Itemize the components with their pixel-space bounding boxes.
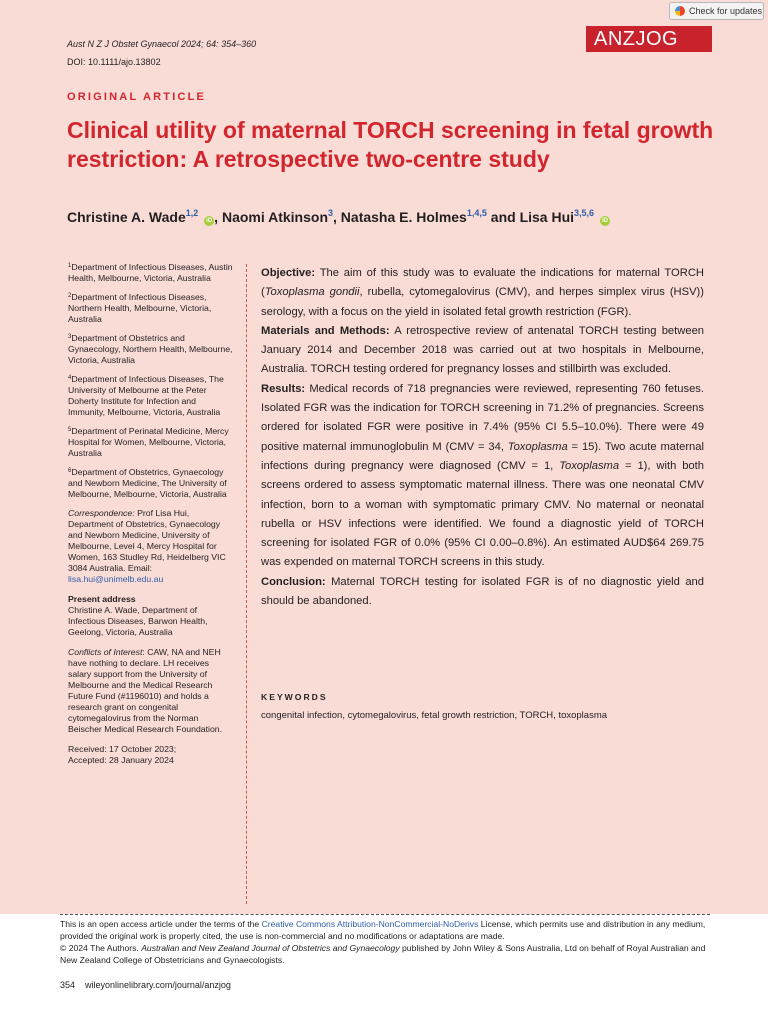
affiliation: $^2$Department of Infectious Diseases, Northern Health, Melbourne, Victoria, Australia [68, 292, 212, 324]
email-label: Email: [127, 563, 153, 573]
affiliation: $^6$Department of Obstetrics, Gynaecology and Newborn Medicine, The University of Melbourne, Melbourne, Victoria, Australia [68, 467, 227, 499]
article-dates [68, 744, 233, 766]
conflicts-of-interest: Conflicts of Interest: CAW, NA and NEH have nothing to declare. LH receives salary support from the University of Melbourne and the Medical Research Future Fund (#1196010) and holds a research grant on congenital cytomegalovirus from the Norman Beischer Medical Research Foundation. [68, 647, 223, 734]
affiliation: $^5$Department of Perinatal Medicine, Mercy Hospital for Women, Melbourne, Victoria, Australia [68, 426, 229, 458]
affiliation: $^3$Department of Obstetrics and Gynaecology, Northern Health, Melbourne, Victoria, Australia [68, 333, 233, 365]
received-date: Received: 17 October 2023; [68, 744, 177, 754]
email-link[interactable]: lisa.hui@unimelb.edu.au [68, 574, 164, 584]
author-name[interactable]: Natasha E. Holmes [340, 209, 467, 225]
page-number: 354 [60, 980, 76, 990]
accepted-date: Accepted: 28 January 2024 [68, 755, 174, 765]
page-footer [60, 980, 241, 990]
present-address [68, 594, 233, 638]
abstract [261, 264, 704, 611]
section-label: ORIGINAL ARTICLE [67, 91, 207, 103]
journal-citation: Aust N Z J Obstet Gynaecol 2024; 64: 354–360 [67, 39, 257, 49]
author-list [67, 209, 610, 226]
correspondence [68, 508, 233, 585]
author-separator: , [214, 209, 222, 225]
column-divider [246, 264, 247, 904]
copyright-notice: © 2024 The Authors. Australian and New Zealand Journal of Obstetrics and Gynaecology published by John Wiley & Sons Australia, Ltd on behalf of Royal Australian and New Zealand College of Obstetricians and Gynaecologists. [60, 943, 706, 965]
present-address-label: Present address [68, 594, 136, 604]
orcid-icon[interactable]: iD [206, 218, 213, 224]
correspondence-text: Prof Lisa Hui, Department of Obstetrics, Gynaecology and Newborn Medicine, University of Melbourne, Level 4, Mercy Hospital for Women, 163 Studley Rd, Heidelberg VIC 3084 Australia. [68, 508, 226, 573]
abstract-objective: Objective: The aim of this study was to evaluate the indications for maternal TORCH (Toxoplasma gondii, rubella, cytomegalovirus (CMV), and herpes simplex virus (HSV)) serology, with a focus on the yield in isolated fetal growth restriction (FGR). [261, 267, 704, 318]
license-link[interactable]: Creative Commons Attribution-NonCommercial-NoDerivs [261, 919, 479, 929]
journal-url[interactable]: wileyonlinelibrary.com/journal/anzjog [85, 980, 231, 990]
author-affiliation-refs[interactable]: 3 [328, 208, 334, 218]
license-notice: This is an open access article under the terms of the Creative Commons Attribution-NonCommercial-NoDerivs License, which permits use and distribution in any medium, provided the original work is properly cited, the use is non-commercial and no modifications or adaptations are made. [60, 919, 706, 941]
conflicts-text: CAW, NA and NEH have nothing to declare. LH receives salary support from the University of Melbourne and the Medical Research Future Fund (#1196010) and holds a research grant on congenital cytomegalovirus from the Norman Beischer Medical Research Foundation. [68, 647, 223, 734]
abstract-methods: Materials and Methods: A retrospective review of antenatal TORCH testing between January 2014 and December 2018 was carried out at two hospitals in Melbourne, Australia. TORCH testing ordered for pregnancy losses and stillbirth was excluded. [261, 324, 705, 376]
author-affiliation-refs[interactable]: 1,4,5 [466, 208, 487, 218]
author-affiliation-refs[interactable]: 3,5,6 [574, 208, 595, 218]
abstract-results: Results: Medical records of 718 pregnancies were reviewed, representing 760 fetuses. Isolated FGR was the indication for TORCH screening in 71.2% of pregnancies. Screens ordered for isolated FGR were positive in 7.4% (95% CI 5.5–10.0%). There were 49 positive maternal immunoglobulin M (CMV = 34, Toxoplasma = 15). Two acute maternal infections during pregnancy were diagnosed (CMV = 1, Toxoplasma = 1), with both screens ordered to assess symptomatic maternal illness. There was one neonatal CMV infection, born to a woman with symptomatic primary CMV. No maternal or neonatal rubella or HSV infections were identified. We found a diagnostic yield of TORCH screening for isolated FGR of 0.0% (95% CI 0.00–0.8%). An estimated AUD$64 269.75 was expended on maternal TORCH screens in this study. [261, 382, 705, 569]
doi[interactable]: DOI: 10.1111/ajo.13802 [67, 57, 161, 67]
license-footer [60, 918, 710, 966]
orcid-icon[interactable]: iD [601, 218, 608, 224]
journal-logo: ANZJOG [586, 26, 712, 52]
article-title: Clinical utility of maternal TORCH screening in fetal growth restriction: A retrospective two-centre study [67, 117, 714, 172]
correspondence-label: Correspondence: [68, 508, 135, 518]
footer-divider [60, 914, 710, 915]
conflicts-label: Conflicts of Interest [68, 647, 143, 657]
author-separator: and [486, 209, 520, 225]
author-name[interactable]: Christine A. Wade [67, 209, 186, 225]
author-name[interactable]: Lisa Hui [519, 209, 575, 225]
check-for-updates-label: Check for updates [689, 6, 763, 16]
sidebar [68, 262, 233, 775]
keywords-list: congenital infection, cytomegalovirus, fetal growth restriction, TORCH, toxoplasma [261, 710, 608, 721]
author-name[interactable]: Naomi Atkinson [221, 209, 328, 225]
present-address-text: Christine A. Wade, Department of Infectious Diseases, Barwon Health, Geelong, Victoria, Australia [68, 605, 208, 637]
author-separator: , [333, 209, 341, 225]
keywords-label: KEYWORDS [261, 692, 328, 702]
author-affiliation-refs[interactable]: 1,2 [185, 208, 199, 218]
check-for-updates-button[interactable] [669, 2, 764, 20]
affiliation: $^4$Department of Infectious Diseases, The University of Melbourne at the Peter Doherty Institute for Infection and Immunity, Melbourne, Victoria, Australia [68, 374, 224, 417]
affiliation: $^1$Department of Infectious Diseases, Austin Health, Melbourne, Victoria, Australia [68, 262, 233, 283]
crossmark-icon [675, 6, 685, 16]
abstract-conclusion: Conclusion: Maternal TORCH testing for isolated FGR is of no diagnostic yield and should be abandoned. [261, 575, 705, 608]
